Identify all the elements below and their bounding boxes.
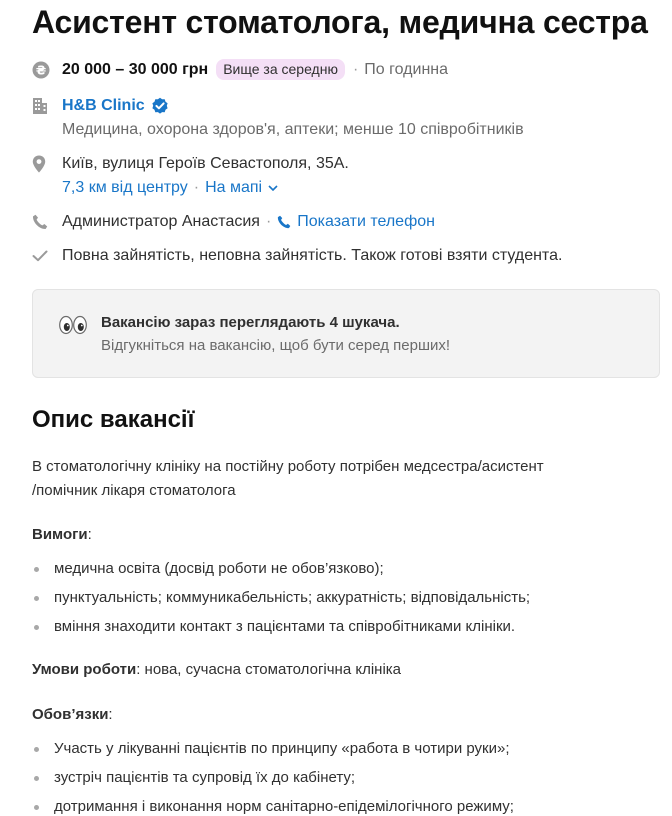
company-row (32, 95, 524, 141)
salary-row (32, 59, 448, 81)
intro-line: /помічник лікаря стоматолога (32, 482, 236, 499)
list-item: пунктуальність; коммуникабельність; аккуратність; відповідальність; (32, 588, 662, 617)
colon: : (108, 706, 113, 723)
conditions-label: Умови роботи (32, 661, 137, 678)
map-link[interactable]: На мапі (205, 179, 263, 196)
svg-text:₴: ₴ (35, 63, 47, 78)
checkmark-icon (32, 245, 52, 267)
requirements-label: Вимоги (32, 526, 88, 543)
viewers-notice (32, 289, 660, 378)
list-item: зустріч пацієнтів та супровід їх до кабінету; (32, 768, 662, 797)
address-row (32, 153, 349, 199)
list-item: Участь у лікуванні пацієнтів по принципу «работа в чотири руки»; (32, 739, 662, 768)
dot-separator: · (265, 213, 272, 230)
location-pin-icon (32, 153, 52, 175)
company-name-link[interactable]: H&B Clinic (62, 97, 145, 114)
duties-label: Обов’язки (32, 706, 109, 723)
requirements-list (32, 559, 662, 646)
notice-subtitle: Відгукніться на вакансію, щоб бути серед перших! (101, 337, 451, 354)
conditions-row (32, 658, 652, 682)
conditions-text: : нова, сучасна стоматологічна клініка (136, 661, 402, 678)
description-heading: Опис вакансії (32, 406, 195, 433)
duties-list (32, 739, 662, 816)
list-item: вміння знаходити контакт з пацієнтами та співробітниками клініки. (32, 617, 662, 646)
notice-title: Вакансію зараз переглядають 4 шукача. (101, 314, 400, 331)
salary-period: По годинна (364, 61, 449, 78)
salary-value: 20 000 – 30 000 грн (62, 61, 209, 78)
phone-icon (277, 211, 291, 233)
chevron-down-icon[interactable] (268, 185, 278, 191)
dot-separator: · (352, 61, 359, 78)
distance-link[interactable]: 7,3 км від центру (62, 179, 188, 196)
vacancy-title: Асистент стоматолога, медична сестра (32, 4, 648, 40)
colon: : (87, 526, 92, 543)
phone-icon (32, 211, 52, 233)
show-phone-link[interactable]: Показати телефон (297, 213, 435, 230)
list-item: дотримання і виконання норм санітарно-епідемілогічного режиму; (32, 797, 662, 816)
employment-row (32, 245, 562, 267)
duties-label-row (32, 703, 652, 727)
contact-row (32, 211, 435, 233)
employment-text: Повна зайнятість, неповна зайнятість. Також готові взяти студента. (62, 247, 563, 264)
requirements-label-row (32, 523, 652, 547)
hryvnia-coin-icon (32, 59, 52, 81)
eyes-emoji-icon (59, 315, 87, 335)
verified-check-icon (151, 97, 169, 115)
company-info: Медицина, охорона здоров'я, аптеки; менше 10 співробітників (62, 121, 524, 138)
contact-name: Администратор Анастасия (62, 213, 260, 230)
address-text: Київ, вулиця Героїв Севастополя, 35А. (62, 155, 349, 172)
dot-separator: · (193, 179, 200, 196)
description-intro (32, 455, 652, 503)
list-item: медична освіта (досвід роботи не обов’язково); (32, 559, 662, 588)
intro-line: В стоматологічну клініку на постійну роботу потрібен медсестра/асистент (32, 458, 544, 475)
building-icon (32, 95, 52, 117)
salary-badge: Вище за середню (216, 59, 345, 80)
